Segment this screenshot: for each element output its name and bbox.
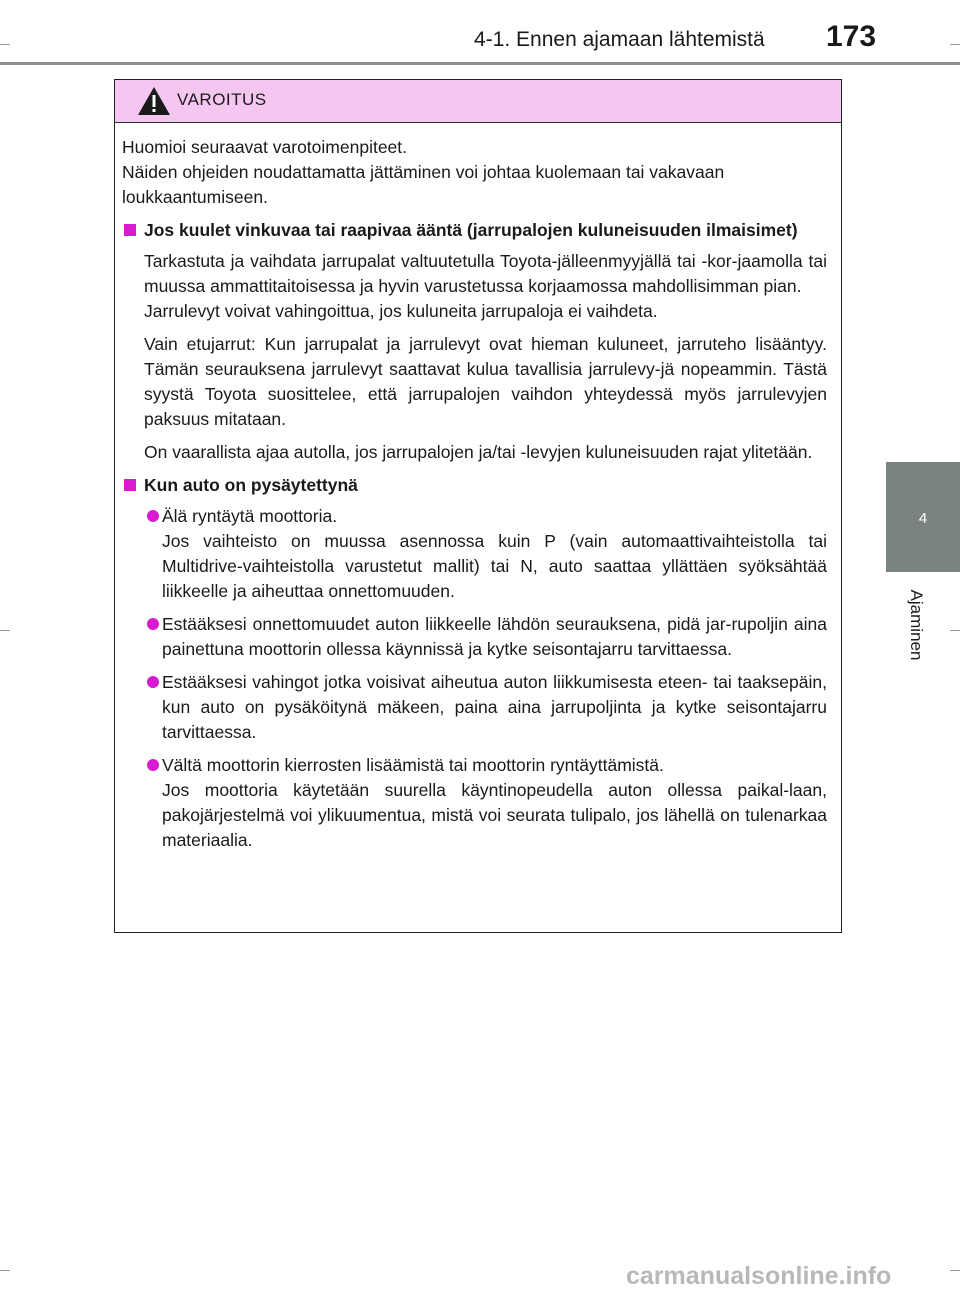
chapter-title <box>906 580 926 670</box>
section-paragraph <box>122 249 827 324</box>
section-paragraph: On vaarallista ajaa autolla, jos jarrupalojen ja/tai -levyjen kuluneisuuden rajat ylitetään. <box>144 442 813 462</box>
crop-mark <box>950 630 960 631</box>
section-heading <box>122 218 827 243</box>
crop-mark <box>0 1270 10 1271</box>
circle-bullet-icon <box>147 676 159 688</box>
bullet-text: Estääksesi onnettomuudet auton liikkeelle lähdön seurauksena, pidä jar-rupoljin aina painettuna moottorin ollessa käynnissä ja kytke seisontajarru tarvittaessa. <box>162 614 827 659</box>
crop-mark <box>0 44 10 45</box>
intro-line: Huomioi seuraavat varotoimenpiteet. <box>122 137 408 157</box>
warning-body <box>115 123 841 853</box>
header-section-title: 4-1. Ennen ajamaan lähtemistä <box>474 28 765 51</box>
watermark: carmanualsonline.info <box>626 1262 892 1290</box>
warning-box <box>114 79 842 933</box>
bullet-text: Jos moottoria käytetään suurella käyntinopeudella auton ollessa paikal-laan, pakojärjestelmä voi ylikuumentua, mistä voi seurata tulipalo, jos lähellä on tulenarkaa materiaalia. <box>162 780 827 850</box>
bullet-text: Estääksesi vahingot jotka voisivat aiheutua auton liikkumisesta eteen- tai taaksepäin, kun auto on pysäköitynä mäkeen, paina aina jarrupoljinta ja kytke seisontajarru tarvittaessa. <box>162 672 827 742</box>
crop-mark <box>950 44 960 45</box>
crop-mark <box>0 630 10 631</box>
circle-bullet-icon <box>147 618 159 630</box>
square-bullet-icon <box>124 479 136 491</box>
chapter-tab[interactable] <box>886 462 960 572</box>
header-divider <box>0 62 960 65</box>
warning-intro <box>122 135 827 210</box>
circle-bullet-icon <box>147 759 159 771</box>
square-bullet-icon <box>124 224 136 236</box>
circle-bullet-icon <box>147 510 159 522</box>
bullet-text: Jos vaihteisto on muussa asennossa kuin P (vain automaattivaihteistolla tai Multidrive-vaihteistolla varustetut mallit) tai N, auto saattaa yllättäen syöksähtää liikkeelle ja aiheuttaa onnettomuuden. <box>162 531 827 601</box>
page-number: 173 <box>826 20 877 53</box>
warning-triangle-icon <box>137 86 171 116</box>
list-item <box>122 504 827 604</box>
bullet-lead: Älä ryntäytä moottoria. <box>162 506 338 526</box>
list-item <box>122 612 827 662</box>
crop-mark <box>950 1270 960 1271</box>
bullet-lead: Vältä moottorin kierrosten lisäämistä tai moottorin ryntäyttämistä. <box>162 755 664 775</box>
section-heading <box>122 473 827 498</box>
chapter-title-text: Ajaminen <box>907 589 926 661</box>
intro-line: Näiden ohjeiden noudattamatta jättäminen voi johtaa kuolemaan tai vakavaan loukkaantumiseen. <box>122 162 725 207</box>
warning-title: VAROITUS <box>177 90 267 109</box>
paragraph-line: Jarrulevyt voivat vahingoittua, jos kuluneita jarrupaloja ei vaihdeta. <box>144 301 658 321</box>
list-item <box>122 670 827 745</box>
chapter-number: 4 <box>918 510 928 527</box>
warning-header <box>115 80 841 123</box>
section-paragraph: Vain etujarrut: Kun jarrupalat ja jarrulevyt ovat hieman kuluneet, jarruteho lisääntyy. Tämän seurauksena jarrulevyt saattavat kulua tavallisia jarrulevy-jä nopeammin. Tästä syystä Toyota suosittelee, että jarrupalojen vaihdon yhteydessä myös jarrulevyjen paksuus mitataan. <box>144 334 827 429</box>
paragraph-line: Tarkastuta ja vaihdata jarrupalat valtuutetulla Toyota-jälleenmyyjällä tai -kor-jaamolla tai muussa ammattitaitoisessa ja hyvin varustetussa korjaamossa mahdollisimman pian. <box>144 251 827 296</box>
list-item <box>122 753 827 853</box>
section-heading-text: Jos kuulet vinkuvaa tai raapivaa ääntä (jarrupalojen kuluneisuuden ilmaisimet) <box>144 220 798 240</box>
section-heading-text: Kun auto on pysäytettynä <box>144 475 358 495</box>
